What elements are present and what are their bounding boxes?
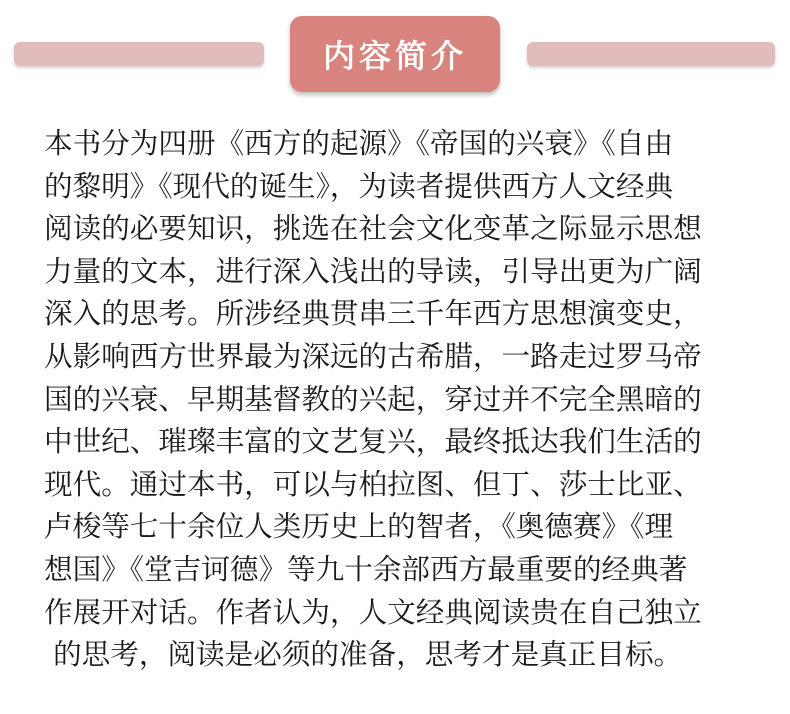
text-line: 卢梭等七十余位人类历史上的智者，《奥德赛》《理 bbox=[44, 509, 674, 544]
text-line: 作展开对话。作者认为，人文经典阅读贵在自己独立 bbox=[44, 594, 702, 629]
text-line: 本书分为四册《西方的起源》《帝国的兴衰》《自由 bbox=[44, 126, 674, 160]
text-line: 力量的文本，进行深入浅出的导读，引导出更为广阔 bbox=[44, 253, 702, 288]
section-title: 内容简介 bbox=[322, 37, 467, 75]
text-line: 从影响西方世界最为深远的古希腊，一路走过罗马帝 bbox=[44, 338, 702, 373]
intro-paragraph bbox=[44, 122, 750, 676]
text-line: 深入的思考。所涉经典贯串三千年西方思想演变史， bbox=[44, 296, 702, 331]
text-line: 想国》《堂吉诃德》等九十余部西方最重要的经典著 bbox=[44, 551, 688, 586]
left-decorative-bar bbox=[14, 42, 264, 66]
text-line: 中世纪、璀璨丰富的文艺复兴，最终抵达我们生活的 bbox=[44, 424, 702, 459]
text-line: 的思考，阅读是必须的准备，思考才是真正目标。 bbox=[44, 637, 683, 672]
text-line: 的黎明》《现代的诞生》，为读者提供西方人文经典 bbox=[44, 168, 674, 203]
title-badge bbox=[290, 16, 500, 92]
section-header bbox=[0, 0, 790, 110]
text-line: 现代。通过本书，可以与柏拉图、但丁、莎士比亚、 bbox=[44, 466, 702, 501]
text-line: 阅读的必要知识，挑选在社会文化变革之际显示思想 bbox=[44, 211, 702, 246]
text-line: 国的兴衰、早期基督教的兴起，穿过并不完全黑暗的 bbox=[44, 381, 702, 416]
right-decorative-bar bbox=[527, 42, 775, 66]
